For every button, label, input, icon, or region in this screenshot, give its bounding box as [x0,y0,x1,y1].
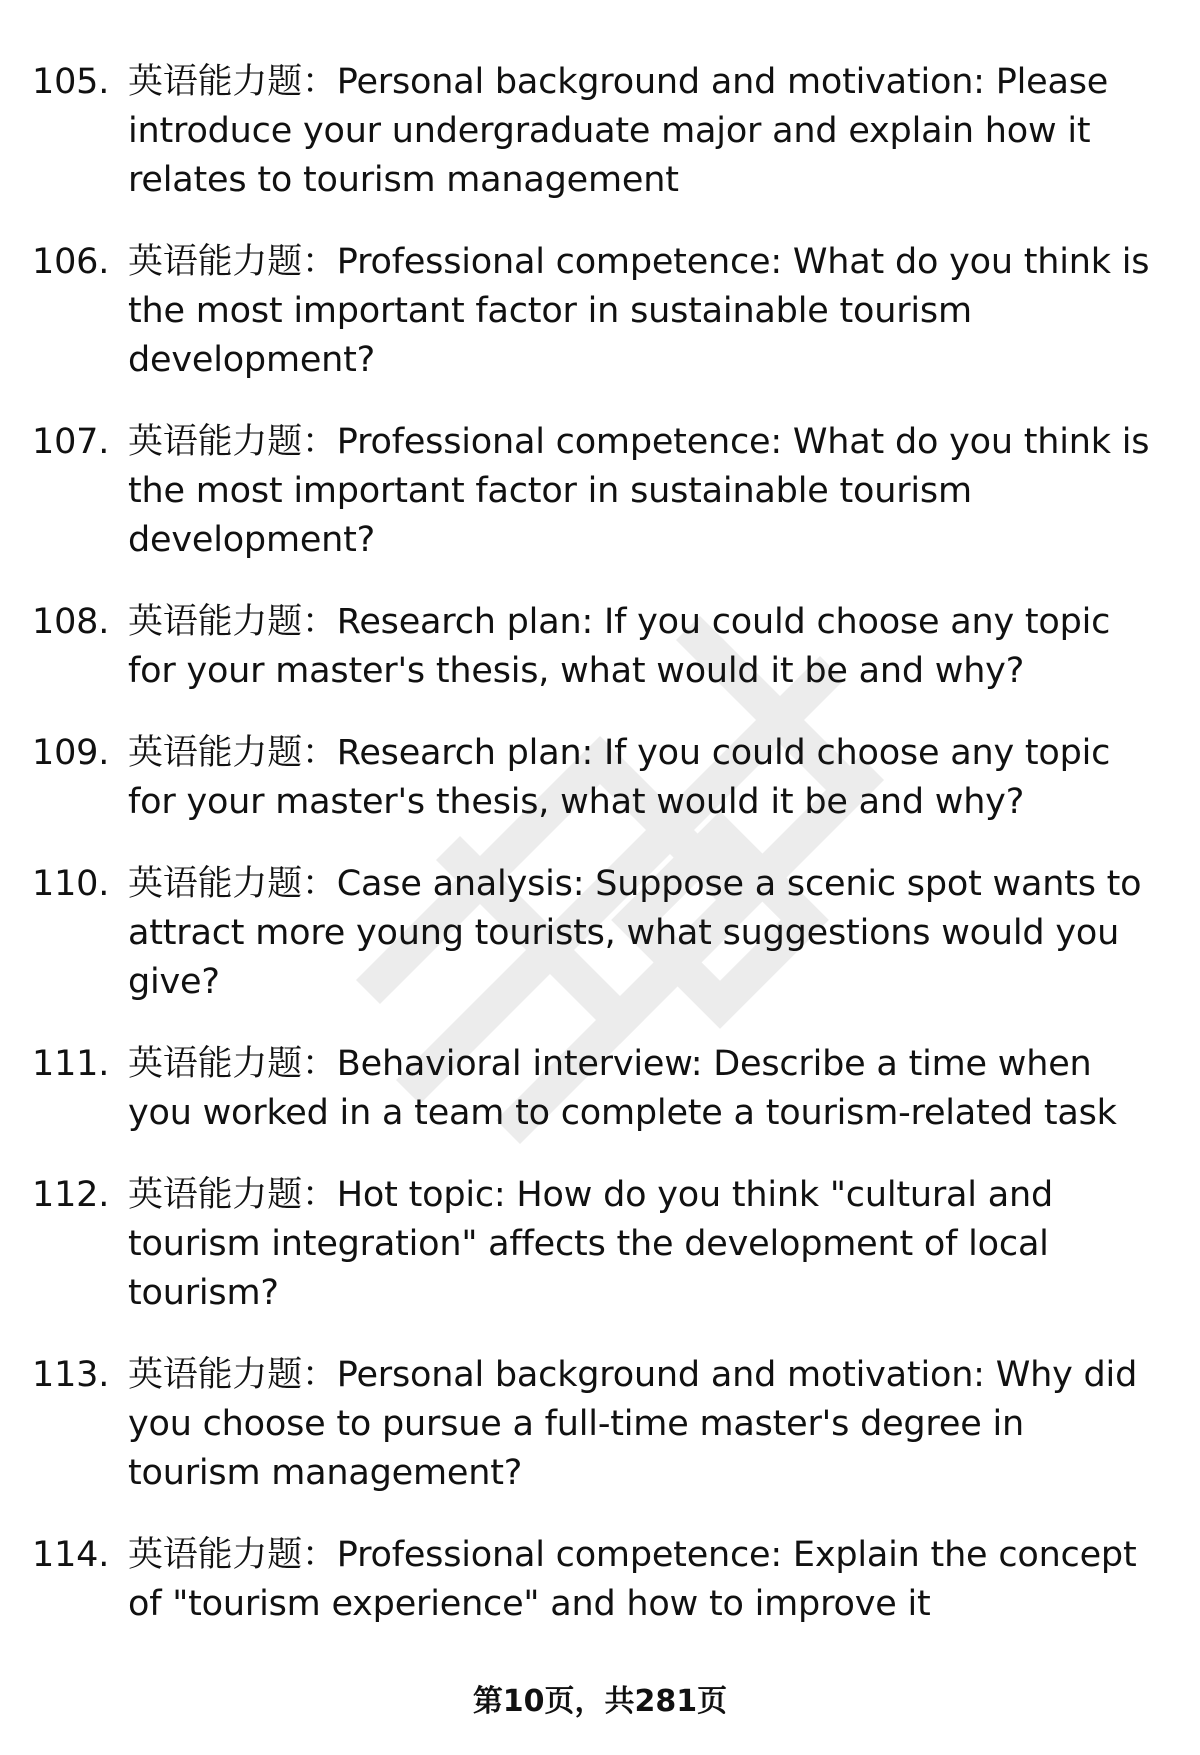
question-number: 111. [32,1044,110,1084]
question-list [0,58,1200,1662]
question-text: 英语能力题：Behavioral interview: Describe a time when you worked in a team to complete a tourism-related task [128,1044,1117,1133]
question-text: 英语能力题：Hot topic: How do you think "cultural and tourism integration" affects the development of local tourism? [128,1175,1053,1313]
question-number: 106. [32,242,110,282]
question-text: 英语能力题：Personal background and motivation: Why did you choose to pursue a full-time master's degree in tourism management? [128,1355,1138,1493]
question-text: 英语能力题：Research plan: If you could choose any topic for your master's thesis, what would it be and why? [128,733,1111,822]
question-number: 114. [32,1535,110,1575]
question-item [0,860,1200,1007]
question-item [0,418,1200,565]
question-item [0,729,1200,827]
question-item [0,1040,1200,1138]
page-indicator: 第10页，共281页 [472,1684,728,1719]
question-item [0,238,1200,385]
question-text: 英语能力题：Professional competence: Explain the concept of "tourism experience" and how to improve it [128,1535,1137,1624]
question-text: 英语能力题：Professional competence: What do you think is the most important factor in sustainable tourism development? [128,242,1150,380]
question-number: 112. [32,1175,110,1215]
question-number: 113. [32,1355,110,1395]
question-number: 108. [32,602,110,642]
question-text: 英语能力题：Professional competence: What do you think is the most important factor in sustainable tourism development? [128,422,1150,560]
question-text: 英语能力题：Personal background and motivation: Please introduce your undergraduate major and explain how it relates to tourism management [128,62,1109,200]
question-item [0,598,1200,696]
question-number: 107. [32,422,110,462]
question-number: 110. [32,864,110,904]
question-number: 105. [32,62,110,102]
question-item [0,1171,1200,1318]
question-item [0,58,1200,205]
question-text: 英语能力题：Case analysis: Suppose a scenic spot wants to attract more young tourists, what suggestions would you give? [128,864,1142,1002]
question-text: 英语能力题：Research plan: If you could choose any topic for your master's thesis, what would it be and why? [128,602,1111,691]
question-item [0,1351,1200,1498]
question-number: 109. [32,733,110,773]
question-item [0,1531,1200,1629]
